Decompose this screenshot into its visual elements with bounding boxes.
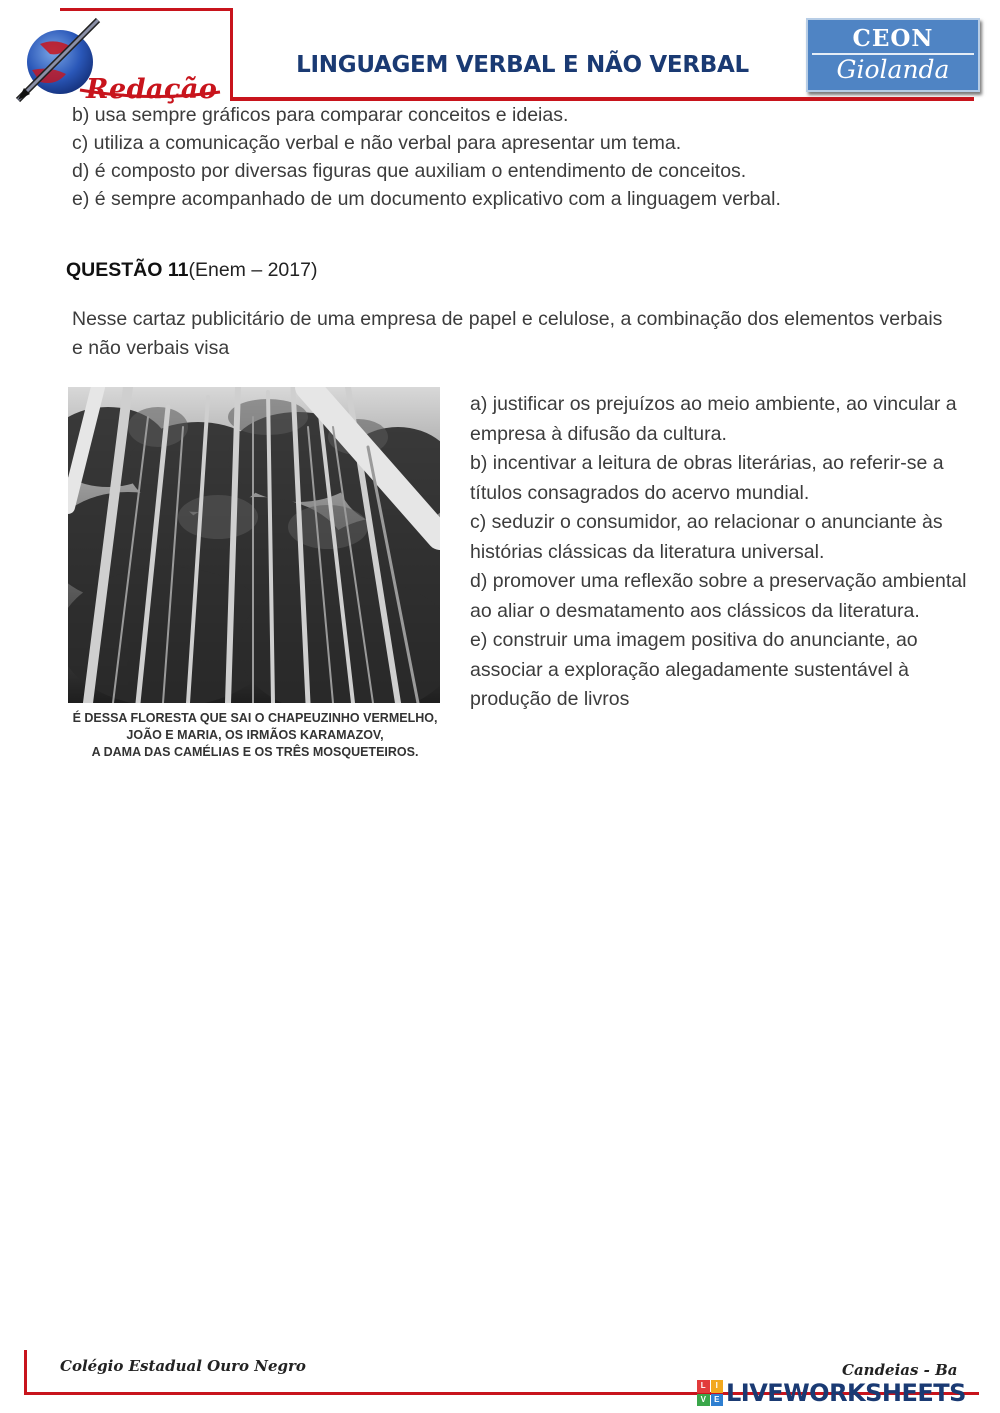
header-frame-top — [60, 8, 232, 11]
question-source: (Enem – 2017) — [188, 259, 318, 281]
option-d[interactable]: d) promover uma reflexão sobre a preservação ambiental ao aliar o desmatamento aos clássicos da literatura. — [470, 570, 967, 622]
question-number: QUESTÃO 11 — [66, 259, 189, 281]
badge-bottom-text: Giolanda — [836, 55, 950, 84]
footer-school-name: Colégio Estadual Ouro Negro — [60, 1357, 306, 1375]
forest-illustration — [68, 387, 440, 703]
caption-line-2: JOÃO E MARIA, OS IRMÃOS KARAMAZOV, — [126, 728, 384, 742]
previous-option-d: d) é composto por diversas figuras que auxiliam o entendimento de conceitos. — [72, 160, 747, 182]
forest-poster-image — [68, 387, 440, 703]
option-c[interactable]: c) seduzir o consumidor, ao relacionar o anunciante às histórias clássicas da literatura universal. — [470, 511, 943, 563]
previous-option-e: e) é sempre acompanhado de um documento explicativo com a linguagem verbal. — [72, 188, 781, 210]
question-heading — [66, 259, 317, 282]
liveworksheets-watermark — [697, 1378, 966, 1408]
option-b[interactable]: b) incentivar a leitura de obras literárias, ao referir-se a títulos consagrados do acervo mundial. — [470, 452, 944, 504]
footer-frame-left — [24, 1350, 27, 1395]
previous-option-c: c) utiliza a comunicação verbal e não verbal para apresentar um tema. — [72, 132, 682, 154]
option-a[interactable]: a) justificar os prejuízos ao meio ambiente, ao vincular a empresa à difusão da cultura. — [470, 393, 957, 445]
logo-title: Redação — [86, 74, 218, 105]
caption-line-1: É DESSA FLORESTA QUE SAI O CHAPEUZINHO VERMELHO, — [72, 711, 438, 725]
previous-option-b: b) usa sempre gráficos para comparar conceitos e ideias. — [72, 104, 569, 126]
footer-city: Candeias - Ba — [842, 1361, 958, 1379]
badge-divider — [812, 53, 974, 55]
question-prompt: Nesse cartaz publicitário de uma empresa de papel e celulose, a combinação dos elementos verbais e não verbais visa — [72, 308, 943, 359]
option-e[interactable]: e) construir uma imagem positiva do anunciante, ao associar a exploração alegadamente sustentável à produção de livros — [470, 629, 918, 710]
answer-options — [470, 390, 970, 715]
badge-top-text: CEON — [852, 25, 934, 52]
poster-caption — [60, 710, 450, 761]
watermark-text: LIVEWORKSHEETS — [726, 1379, 966, 1407]
ceon-badge — [806, 18, 980, 92]
liveworksheets-logo-icon: L I V E — [697, 1380, 723, 1406]
caption-line-3: A DAMA DAS CAMÉLIAS E OS TRÊS MOSQUETEIROS. — [91, 745, 419, 759]
page-title: LINGUAGEM VERBAL E NÃO VERBAL — [296, 52, 749, 78]
